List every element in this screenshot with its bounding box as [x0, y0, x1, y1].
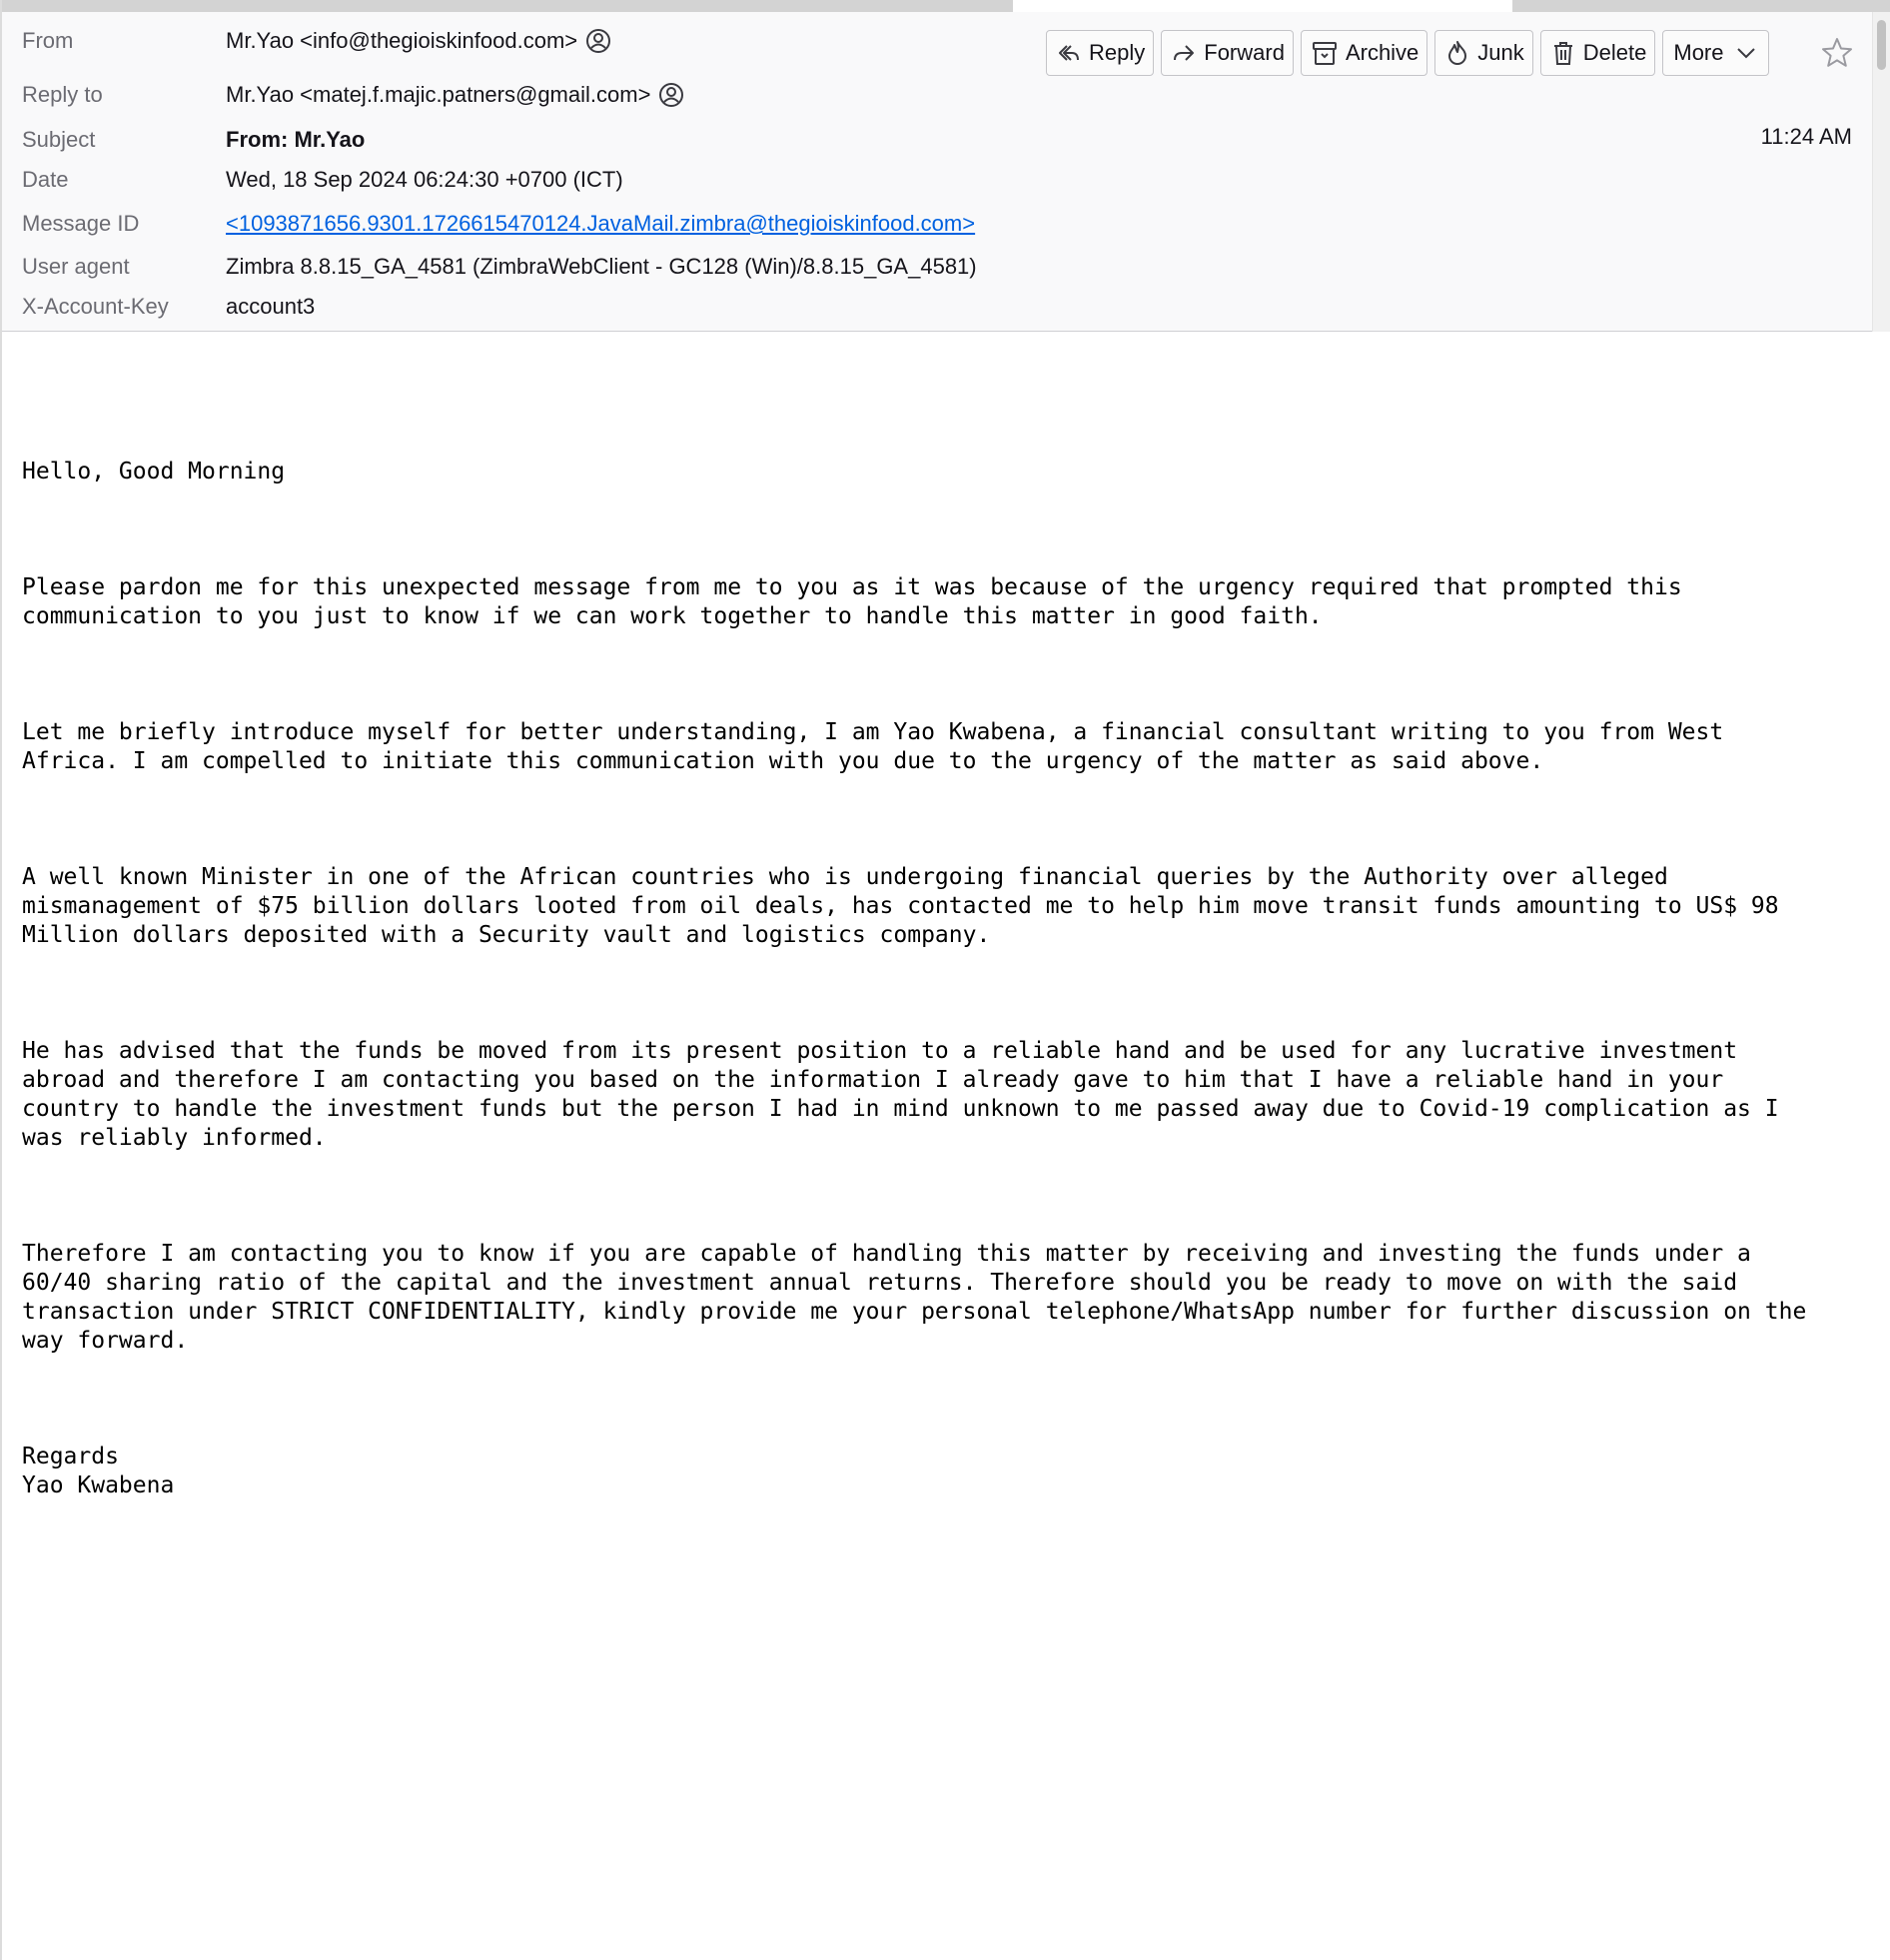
reply-to-value[interactable] [226, 82, 684, 108]
date-row [22, 165, 623, 195]
archive-button[interactable] [1301, 30, 1427, 76]
message-toolbar [1046, 30, 1769, 76]
archive-label: Archive [1345, 40, 1419, 65]
chevron-down-icon [1734, 41, 1758, 65]
header-scrollbar[interactable] [1872, 12, 1890, 332]
user-agent-value: Zimbra 8.8.15_GA_4581 (ZimbraWebClient - GC128 (Win)/8.8.15_GA_4581) [226, 254, 977, 279]
paragraph-5: Therefore I am contacting you to know if you are capable of handling this matter by receiving and investing the funds under a 60/40 sharing ratio of the capital and the investment annual returns. Therefore should you be ready to move on with the said transaction under STRICT CONFIDENTIALITY, kindly provide me your personal telephone/WhatsApp number for further discussion on the way forward. [22, 1241, 1807, 1354]
forward-icon [1172, 41, 1196, 65]
tab-strip-right [1512, 0, 1890, 12]
reply-icon [1057, 41, 1081, 65]
paragraph-3: A well known Minister in one of the African countries who is undergoing financial queries by the Authority over alleged mismanagement of $75 billion dollars looted from oil deals, has contacted me to help him move transit funds amounting to US$ 98 Million dollars deposited with a Security vault and logistics company. [22, 864, 1779, 948]
scrollbar-thumb[interactable] [1877, 20, 1886, 70]
paragraph-2: Let me briefly introduce myself for better understanding, I am Yao Kwabena, a financial consultant writing to you from West Africa. I am compelled to initiate this communication with you due to the urgency of the matter as said above. [22, 719, 1724, 774]
subject-label: Subject [22, 127, 96, 152]
paragraph-4: He has advised that the funds be moved from its present position to a reliable hand and be used for any lucrative investment abroad and therefore I am contacting you based on the information I already gave to him that I have a reliable hand in your country to handle the investment funds but the person I had in mind unknown to me passed away due to Covid-19 complication as I was reliably informed. [22, 1038, 1779, 1151]
reply-button[interactable] [1046, 30, 1154, 76]
reply-to-address[interactable]: Mr.Yao <matej.f.majic.patners@gmail.com> [226, 82, 651, 107]
tab-strip-left [2, 0, 1013, 12]
junk-icon [1445, 40, 1469, 66]
delete-button[interactable] [1540, 30, 1656, 76]
message-header [2, 12, 1890, 332]
subject-value: From: Mr.Yao [226, 127, 366, 152]
contact-icon[interactable] [585, 28, 611, 54]
junk-button[interactable] [1434, 30, 1532, 76]
from-value[interactable] [226, 28, 611, 54]
reply-label: Reply [1089, 40, 1146, 65]
trash-icon [1551, 40, 1575, 66]
x-account-key-value: account3 [226, 294, 316, 319]
message-id-link[interactable]: <1093871656.9301.1726615470124.JavaMail.zimbra@thegioiskinfood.com> [226, 211, 976, 236]
closing: Regards Yao Kwabena [22, 1444, 175, 1498]
date-label: Date [22, 167, 69, 192]
x-account-key-row [22, 292, 315, 322]
reply-to-label: Reply to [22, 82, 103, 107]
paragraph-1: Please pardon me for this unexpected message from me to you as it was because of the urgency required that prompted this communication to you just to know if we can work together to handle this matter in good faith. [22, 574, 1682, 629]
more-button[interactable] [1662, 30, 1768, 76]
message-id-row [22, 209, 975, 239]
more-label: More [1673, 40, 1724, 65]
archive-icon [1312, 40, 1338, 66]
forward-button[interactable] [1161, 30, 1294, 76]
star-icon[interactable] [1820, 36, 1854, 70]
junk-label: Junk [1477, 40, 1524, 65]
from-row [22, 26, 611, 56]
message-body [22, 400, 1890, 1587]
from-label: From [22, 28, 74, 53]
message-time: 11:24 AM [1760, 124, 1852, 149]
x-account-key-label: X-Account-Key [22, 294, 169, 319]
tab-strip [2, 0, 1890, 12]
contact-icon[interactable] [658, 82, 684, 108]
user-agent-label: User agent [22, 254, 130, 279]
subject-row [22, 125, 365, 155]
from-address[interactable]: Mr.Yao <info@thegioiskinfood.com> [226, 28, 578, 53]
reply-to-row [22, 80, 684, 110]
message-id-value [226, 211, 975, 237]
message-id-label: Message ID [22, 211, 140, 236]
user-agent-row [22, 252, 977, 282]
delete-label: Delete [1582, 40, 1647, 65]
forward-label: Forward [1204, 40, 1285, 65]
date-value: Wed, 18 Sep 2024 06:24:30 +0700 (ICT) [226, 167, 623, 192]
greeting: Hello, Good Morning [22, 459, 286, 485]
